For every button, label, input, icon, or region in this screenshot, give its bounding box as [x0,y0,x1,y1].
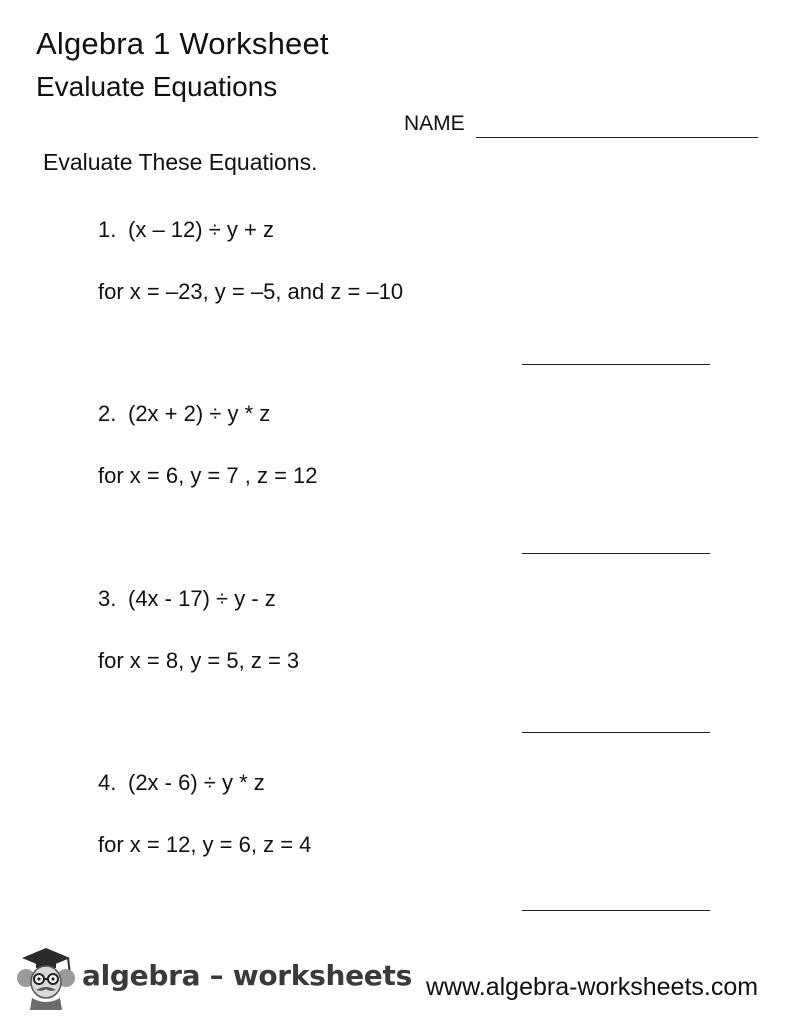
logo-wordmark: algebra – worksheets [82,959,412,992]
answer-line [522,910,710,911]
problem-number: 2. [98,401,117,426]
site-url: www.algebra-worksheets.com [426,973,759,1001]
answer-line [522,364,710,365]
expression-text: (2x + 2) ÷ y * z [128,401,271,426]
worksheet-title: Algebra 1 Worksheet [36,26,329,61]
problem-expression [98,768,265,798]
name-label: NAME [404,112,465,135]
problem-1 [98,215,738,395]
problem-values: for x = –23, y = –5, and z = –10 [98,279,404,304]
graduation-cap-mascot-icon [14,944,78,1010]
problem-number: 1. [98,217,117,242]
problem-values: for x = 6, y = 7 , z = 12 [98,463,318,488]
problem-values: for x = 12, y = 6, z = 4 [98,832,312,857]
answer-line [522,732,710,733]
name-blank-line [476,137,758,138]
site-logo [14,944,412,1010]
problem-number: 4. [98,770,117,795]
expression-text: (x – 12) ÷ y + z [128,217,274,242]
problem-values: for x = 8, y = 5, z = 3 [98,648,300,673]
worksheet-subtitle: Evaluate Equations [36,71,278,102]
expression-text: (4x - 17) ÷ y - z [128,586,276,611]
problem-4 [98,768,738,948]
problem-2 [98,399,738,579]
problem-expression [98,215,274,245]
instructions: Evaluate These Equations. [43,149,318,175]
name-field [404,110,764,140]
problem-number: 3. [98,586,117,611]
problem-3 [98,584,738,764]
expression-text: (2x - 6) ÷ y * z [128,770,265,795]
problem-expression [98,399,270,429]
answer-line [522,553,710,554]
problem-expression [98,584,276,614]
